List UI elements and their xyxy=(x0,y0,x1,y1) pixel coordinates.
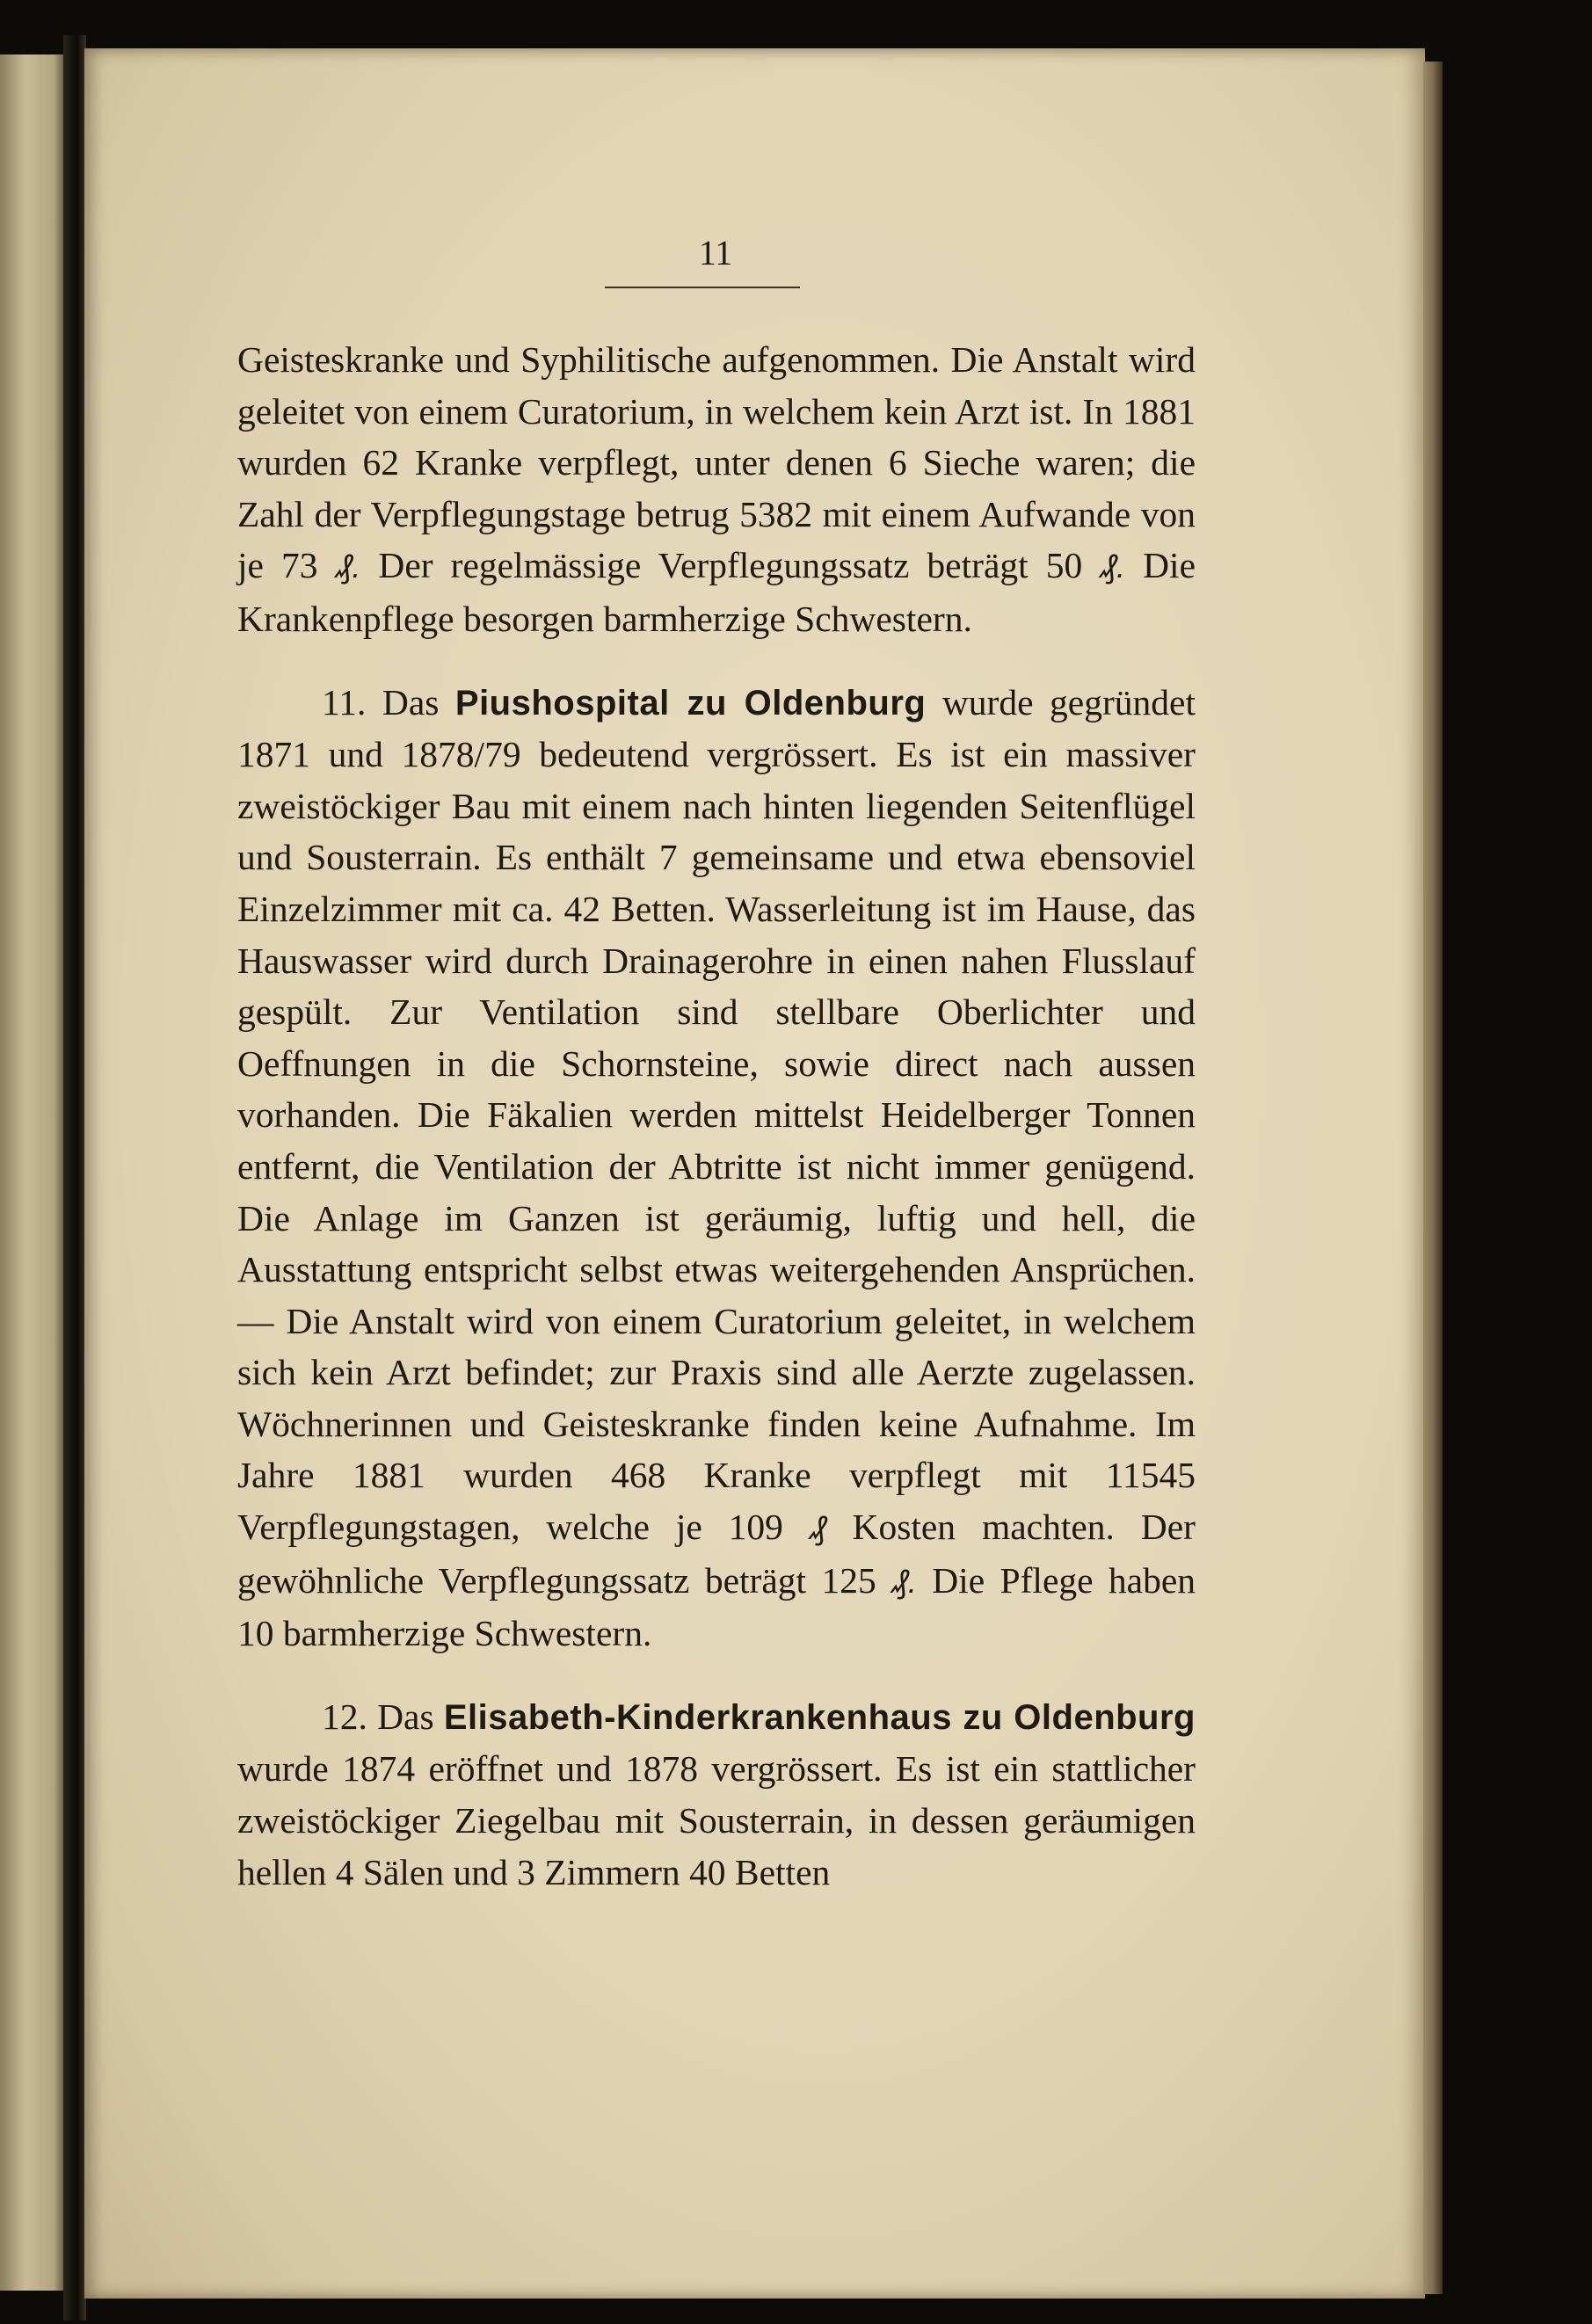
page-fore-edge xyxy=(1423,62,1443,2294)
paragraph-text: wurde gegründet 1871 und 1878/79 bedeutend vergrössert. Es ist ein massiver zweistöckiger Bau mit einem nach hinten liegenden Seitenflügel und Sousterrain. Es enthält 7 gemeinsame und etwa ebensoviel Einzelzimmer mit ca. 42 Betten. Wasserleitung ist im Hause, das Hauswasser wird durch Drainagerohre in einen nahen Flusslauf gespült. Zur Ventilation sind stellbare Oberlichter und Oeffnungen in die Schornsteine, sowie direct nach aussen vorhanden. Die Fäkalien werden mittelst Heidelberger Tonnen entfernt, die Ventilation der Abtritte ist nicht immer genügend. Die Anlage im Ganzen ist geräumig, luftig und hell, die Ausstattung entspricht selbst etwas weitergehenden Ansprüchen. — Die Anstalt wird von einem Curatorium geleitet, in welchem sich kein Arzt befindet; zur Praxis sind alle Aerzte zugelassen. Wöchnerinnen und Geisteskranke finden keine Aufnahme. Im Jahre 1881 wurden 468 Kranke verpflegt mit 11545 Verpflegungstagen, welche je 109 xyxy=(237,681,1196,1548)
header-rule xyxy=(605,287,800,288)
paragraph-text: wurde 1874 eröffnet und 1878 vergrössert. Es ist ein stattlicher zweistöckiger Ziegelbau mit Sousterrain, in dessen geräumigen hellen 4 Sälen und 3 Zimmern 40 Betten xyxy=(237,1748,1196,1892)
left-page-edge xyxy=(0,54,63,2291)
paragraph-text: Kosten machten. Der gewöhnliche Verpflegungssatz beträgt 125 xyxy=(237,1507,1196,1601)
pfennig-symbol: ₰. xyxy=(1100,548,1126,585)
section-title: Piushospital zu Oldenburg xyxy=(454,683,927,723)
pfennig-symbol: ₰. xyxy=(891,1563,917,1600)
pfennig-symbol: ₰ xyxy=(809,1510,826,1547)
paragraph-text: Das xyxy=(367,1696,444,1737)
paragraph-text: Der regelmässige Verpflegungssatz beträgt 50 xyxy=(360,545,1101,586)
paragraph-text: Geisteskranke und Syphilitische aufgenommen. Die Anstalt wird geleitet von einem Curatorium, in welchem kein Arzt ist. In 1881 wurden 62 Kranke verpflegt, unter denen 6 Sieche waren; die Zahl der Verpflegungstage betrug 5382 mit einem Aufwande von je 73 xyxy=(237,339,1196,586)
paragraph-continuation xyxy=(237,334,1196,645)
page-number: 11 xyxy=(698,233,733,272)
paragraph-kinderkrankenhaus xyxy=(237,1691,1196,1898)
pfennig-symbol: ₰. xyxy=(335,548,361,585)
paragraph-piushospital xyxy=(237,677,1196,1659)
book-gutter xyxy=(63,35,86,2320)
section-title: Elisabeth-Kinderkrankenhaus zu Oldenburg xyxy=(443,1697,1196,1737)
section-number: 11. xyxy=(322,681,367,723)
body-text xyxy=(237,334,1196,1898)
paragraph-text: Die Pflege haben 10 barmherzige Schwestern. xyxy=(237,1559,1196,1654)
paragraph-text: Die Krankenpflege besorgen barmherzige Schwestern. xyxy=(237,545,1196,639)
paragraph-text: Das xyxy=(366,681,455,723)
section-number: 12. xyxy=(322,1696,367,1737)
